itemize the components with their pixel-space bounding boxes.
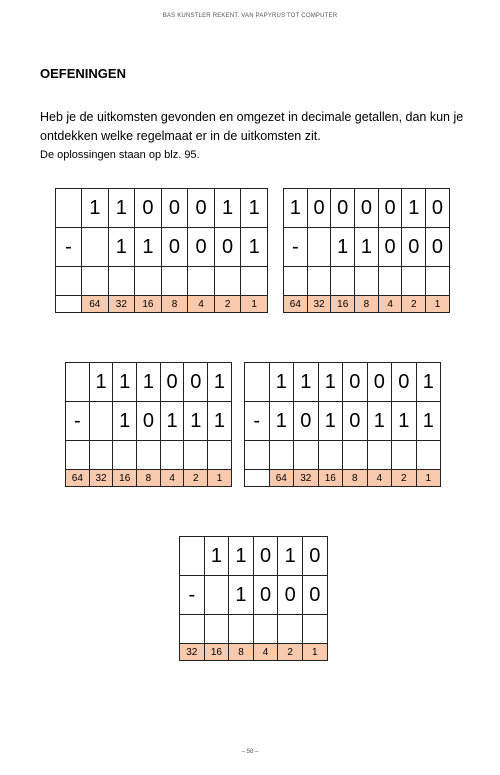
digit-cell: 1 [318,402,343,441]
weight-cell: 2 [184,470,208,487]
digit-cell: - [56,228,82,267]
answer-cell[interactable] [135,267,162,296]
subtrahend-row [180,576,328,615]
answer-cell[interactable] [318,441,343,470]
digit-cell: 0 [355,189,379,228]
exercise-2-table [283,188,450,313]
digit-cell: 1 [241,189,268,228]
answer-cell[interactable] [269,441,294,470]
weight-cell: 32 [294,470,319,487]
weight-cell: 2 [402,296,426,313]
digit-cell: 1 [278,537,303,576]
answer-cell[interactable] [229,615,254,644]
answer-cell[interactable] [343,441,368,470]
weight-cell: 8 [229,644,254,661]
weight-cell: 8 [137,470,161,487]
digit-cell [180,537,205,576]
digit-cell: 1 [204,537,229,576]
answer-cell[interactable] [416,441,441,470]
answer-cell[interactable] [253,615,278,644]
digit-cell: 1 [331,228,355,267]
digit-cell: 1 [108,189,135,228]
answer-cell[interactable] [241,267,268,296]
digit-cell: 1 [229,537,254,576]
answer-cell[interactable] [392,441,417,470]
weight-cell: 64 [284,296,308,313]
digit-cell: - [180,576,205,615]
digit-cell: 1 [113,363,137,402]
digit-cell: 0 [188,189,215,228]
digit-cell: 1 [416,363,441,402]
answer-cell[interactable] [137,441,161,470]
answer-row [66,441,232,470]
digit-cell: 0 [302,576,327,615]
digit-cell: 1 [416,402,441,441]
answer-row [56,267,268,296]
weight-cell: 64 [269,470,294,487]
page-title: OEFENINGEN [40,66,126,81]
weight-cell: 64 [82,296,109,313]
weight-cell: 1 [241,296,268,313]
digit-cell: 0 [253,537,278,576]
digit-cell: 1 [355,228,379,267]
weight-cell: 16 [113,470,137,487]
digit-cell: 0 [302,537,327,576]
place-value-row [180,644,328,661]
weight-cell: 4 [160,470,184,487]
answer-cell[interactable] [331,267,355,296]
digit-cell: 0 [331,189,355,228]
weight-cell: 4 [367,470,392,487]
digit-cell: 1 [269,363,294,402]
digit-cell [245,363,270,402]
weight-cell: 16 [331,296,355,313]
page-number: – 58 – [241,749,259,755]
digit-cell [82,228,109,267]
weight-cell: 32 [180,644,205,661]
digit-cell: 0 [343,402,368,441]
weight-cell: 4 [253,644,278,661]
digit-cell: 0 [367,363,392,402]
answer-cell[interactable] [367,441,392,470]
digit-cell: - [284,228,308,267]
solutions-note: De oplossingen staan op blz. 95. [40,149,200,161]
digit-cell: 1 [208,402,232,441]
digit-cell: 0 [278,576,303,615]
place-value-row [56,296,268,313]
weight-cell: 32 [307,296,331,313]
weight-cell: 8 [343,470,368,487]
subtrahend-row [66,402,232,441]
digit-cell: 0 [402,228,426,267]
digit-cell: 0 [161,228,188,267]
digit-cell: 0 [137,402,161,441]
answer-row [180,615,328,644]
digit-cell [56,189,82,228]
answer-cell[interactable] [284,267,308,296]
digit-cell: 0 [188,228,215,267]
answer-row [245,441,441,470]
weight-cell: 4 [378,296,402,313]
digit-cell: 1 [89,363,113,402]
answer-cell[interactable] [307,267,331,296]
digit-cell: 1 [318,363,343,402]
digit-cell: 1 [160,402,184,441]
digit-cell: 1 [402,189,426,228]
place-value-row [284,296,450,313]
weight-cell: 16 [318,470,343,487]
exercise-1-table [55,188,268,313]
digit-cell: 0 [294,402,319,441]
subtrahend-row [284,228,450,267]
weight-cell: 1 [302,644,327,661]
digit-cell: 0 [160,363,184,402]
answer-cell[interactable] [108,267,135,296]
answer-cell[interactable] [302,615,327,644]
digit-cell: - [245,402,270,441]
exercise-3-table [65,362,232,487]
answer-cell[interactable] [113,441,137,470]
digit-cell: 1 [113,402,137,441]
place-value-row [66,470,232,487]
digit-cell: 1 [241,228,268,267]
digit-cell: 0 [378,228,402,267]
digit-cell: 0 [135,189,162,228]
answer-cell[interactable] [188,267,215,296]
weight-cell: 2 [392,470,417,487]
weight-cell: 32 [108,296,135,313]
answer-cell[interactable] [278,615,303,644]
subtrahend-row [245,402,441,441]
digit-cell: 0 [378,189,402,228]
weight-cell [245,470,270,487]
digit-cell: 0 [253,576,278,615]
minuend-row [66,363,232,402]
digit-cell: 0 [307,189,331,228]
digit-cell: 1 [108,228,135,267]
answer-cell[interactable] [160,441,184,470]
answer-cell[interactable] [355,267,379,296]
digit-cell: 1 [214,189,241,228]
intro-paragraph: Heb je de uitkomsten gevonden en omgezet in decimale getallen, dan kun je ontdekken welke regelmaat er in de uitkomsten zit. [40,110,464,143]
minuend-row [245,363,441,402]
digit-cell: 0 [426,228,450,267]
weight-cell: 2 [278,644,303,661]
answer-cell[interactable] [56,267,82,296]
digit-cell [307,228,331,267]
digit-cell: 0 [426,189,450,228]
weight-cell: 1 [208,470,232,487]
weight-cell: 1 [426,296,450,313]
digit-cell [89,402,113,441]
answer-row [284,267,450,296]
weight-cell: 16 [135,296,162,313]
answer-cell[interactable] [245,441,270,470]
answer-cell[interactable] [426,267,450,296]
digit-cell: 1 [367,402,392,441]
digit-cell: 1 [269,402,294,441]
digit-cell: 1 [137,363,161,402]
minuend-row [56,189,268,228]
answer-cell[interactable] [82,267,109,296]
digit-cell [66,363,90,402]
answer-cell[interactable] [208,441,232,470]
weight-cell: 1 [416,470,441,487]
weight-cell [56,296,82,313]
answer-cell[interactable] [294,441,319,470]
answer-cell[interactable] [378,267,402,296]
digit-cell: 0 [343,363,368,402]
weight-cell: 32 [89,470,113,487]
answer-cell[interactable] [214,267,241,296]
answer-cell[interactable] [180,615,205,644]
weight-cell: 4 [188,296,215,313]
answer-cell[interactable] [184,441,208,470]
digit-cell: 1 [184,402,208,441]
digit-cell: 1 [135,228,162,267]
weight-cell: 64 [66,470,90,487]
digit-cell [204,576,229,615]
exercise-5-table [179,536,328,661]
digit-cell: 1 [208,363,232,402]
digit-cell: 1 [284,189,308,228]
digit-cell: 1 [392,402,417,441]
digit-cell: 1 [229,576,254,615]
weight-cell: 16 [204,644,229,661]
digit-cell: 0 [214,228,241,267]
answer-cell[interactable] [66,441,90,470]
exercise-4-table [244,362,441,487]
digit-cell: 1 [294,363,319,402]
answer-cell[interactable] [89,441,113,470]
weight-cell: 8 [355,296,379,313]
place-value-row [245,470,441,487]
digit-cell: - [66,402,90,441]
answer-cell[interactable] [161,267,188,296]
digit-cell: 0 [392,363,417,402]
answer-cell[interactable] [204,615,229,644]
minuend-row [180,537,328,576]
digit-cell: 0 [161,189,188,228]
weight-cell: 8 [161,296,188,313]
subtrahend-row [56,228,268,267]
answer-cell[interactable] [402,267,426,296]
weight-cell: 2 [214,296,241,313]
digit-cell: 0 [184,363,208,402]
running-header: BAS KUNSTLER REKENT. VAN PAPYRUS TOT COMPUTER [162,13,338,19]
digit-cell: 1 [82,189,109,228]
minuend-row [284,189,450,228]
